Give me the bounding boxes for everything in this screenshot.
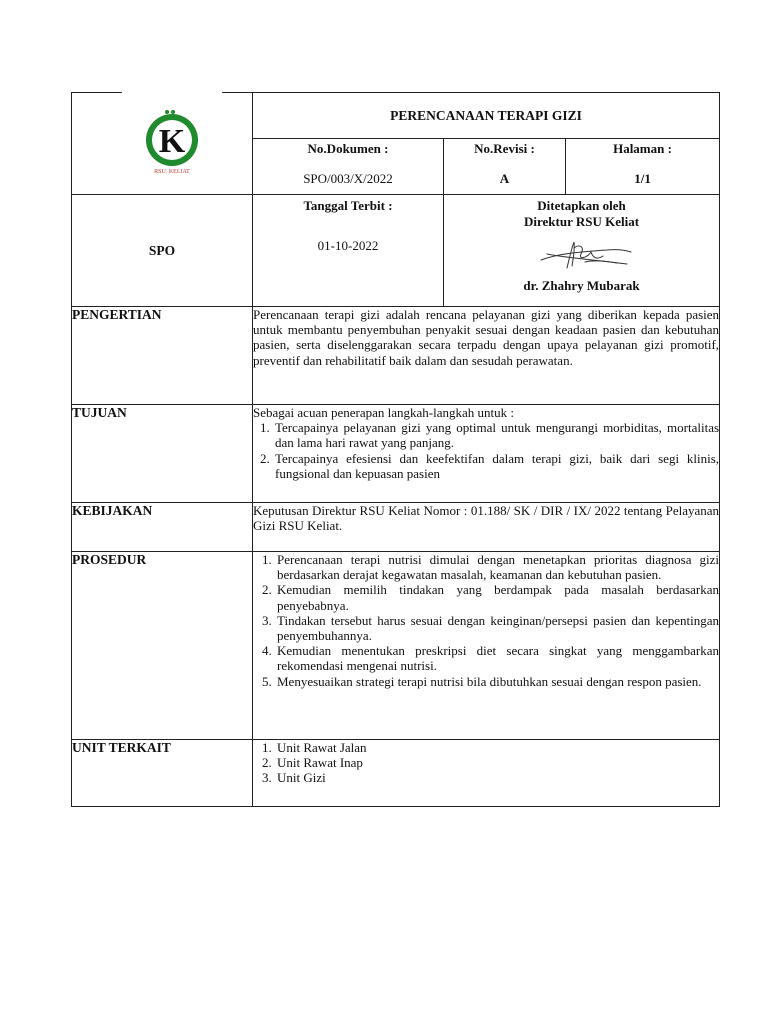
tanggal-cell xyxy=(253,195,444,307)
pengertian-label: PENGERTIAN xyxy=(72,307,253,405)
no-revisi-label: No.Revisi : xyxy=(474,141,535,156)
director-name: dr. Zhahry Mubarak xyxy=(523,278,640,293)
halaman-value: 1/1 xyxy=(634,171,651,186)
no-dokumen-label: No.Dokumen : xyxy=(307,141,389,156)
tujuan-label: TUJUAN xyxy=(72,405,253,503)
spo-table xyxy=(71,92,720,807)
list-item: 1. Unit Rawat Jalan xyxy=(275,740,719,755)
ditetapkan-cell xyxy=(444,195,720,307)
halaman-label: Halaman : xyxy=(613,141,672,156)
list-item: 4. Kemudian menentukan preskripsi diet secara singkat yang menggambarkan rekomendasi mengenai nutrisi. xyxy=(275,643,719,673)
signature-icon xyxy=(527,230,637,274)
prosedur-content xyxy=(253,552,720,740)
list-item: 3. Unit Gizi xyxy=(275,770,719,785)
prosedur-list xyxy=(253,552,719,689)
unit-terkait-label: UNIT TERKAIT xyxy=(72,740,253,807)
tujuan-intro: Sebagai acuan penerapan langkah-langkah untuk : xyxy=(253,405,514,420)
unit-terkait-content xyxy=(253,740,720,807)
document-title: PERENCANAAN TERAPI GIZI xyxy=(253,93,720,139)
ditetapkan-line2: Direktur RSU Keliat xyxy=(523,214,640,229)
kebijakan-content xyxy=(253,503,720,552)
spo-label: SPO xyxy=(72,195,253,307)
no-dokumen-cell xyxy=(253,139,444,195)
list-item: 5. Menyesuaikan strategi terapi nutrisi bila dibutuhkan sesuai dengan respon pasien. xyxy=(275,674,719,689)
no-dokumen-value: SPO/003/X/2022 xyxy=(303,171,393,186)
list-item: 1. Tercapainya pelayanan gizi yang optimal untuk mengurangi morbiditas, mortalitas dan lama hari rawat yang panjang. xyxy=(273,420,719,450)
halaman-cell xyxy=(566,139,720,195)
tujuan-list xyxy=(253,420,719,481)
list-item: 2. Unit Rawat Inap xyxy=(275,755,719,770)
hospital-logo xyxy=(72,93,252,193)
tujuan-content xyxy=(253,405,720,503)
list-item: 2. Kemudian memilih tindakan yang berdampak pada masalah berdasarkan penyebabnya. xyxy=(275,582,719,612)
logo-letter: K xyxy=(158,123,186,160)
kebijakan-text: Keputusan Direktur RSU Keliat Nomor : 01.188/ SK / DIR / IX/ 2022 tentang Pelayanan Gizi RSU Keliat. xyxy=(253,503,720,534)
tanggal-value: 01-10-2022 xyxy=(317,238,379,253)
tanggal-label: Tanggal Terbit : xyxy=(303,198,393,213)
ditetapkan-line1: Ditetapkan oleh xyxy=(537,198,626,213)
list-item: 1. Perencanaan terapi nutrisi dimulai dengan menetapkan prioritas diagnosa gizi berdasarkan derajat kegawatan masalah, keamanan dan kebutuhan pasien. xyxy=(275,552,719,582)
pengertian-text: Perencanaan terapi gizi adalah rencana pelayanan gizi yang diberikan kepada pasien untuk membantu penyembuhan penyakit sesuai dengan keadaan pasien dan kebutuhan pasien, serta diselenggarakan secara terpadu dengan upaya pelayanan gizi promotif, preventif dan rehabilitatif baik dalam dan sesudah perawatan. xyxy=(253,307,720,368)
logo-caption: RSU. KELIAT xyxy=(154,169,190,175)
unit-terkait-list xyxy=(253,740,719,786)
prosedur-label: PROSEDUR xyxy=(72,552,253,740)
pengertian-content xyxy=(253,307,720,405)
kebijakan-label: KEBIJAKAN xyxy=(72,503,253,552)
spo-document xyxy=(71,92,719,807)
list-item: 3. Tindakan tersebut harus sesuai dengan keinginan/persepsi pasien dan kepentingan penyembuhannya. xyxy=(275,613,719,643)
no-revisi-value: A xyxy=(499,171,510,186)
list-item: 2. Tercapainya efesiensi dan keefektifan dalam terapi gizi, baik dari segi klinis, fungsional dan kepuasan pasien xyxy=(273,451,719,481)
no-revisi-cell xyxy=(444,139,566,195)
logo-cell xyxy=(72,93,253,195)
